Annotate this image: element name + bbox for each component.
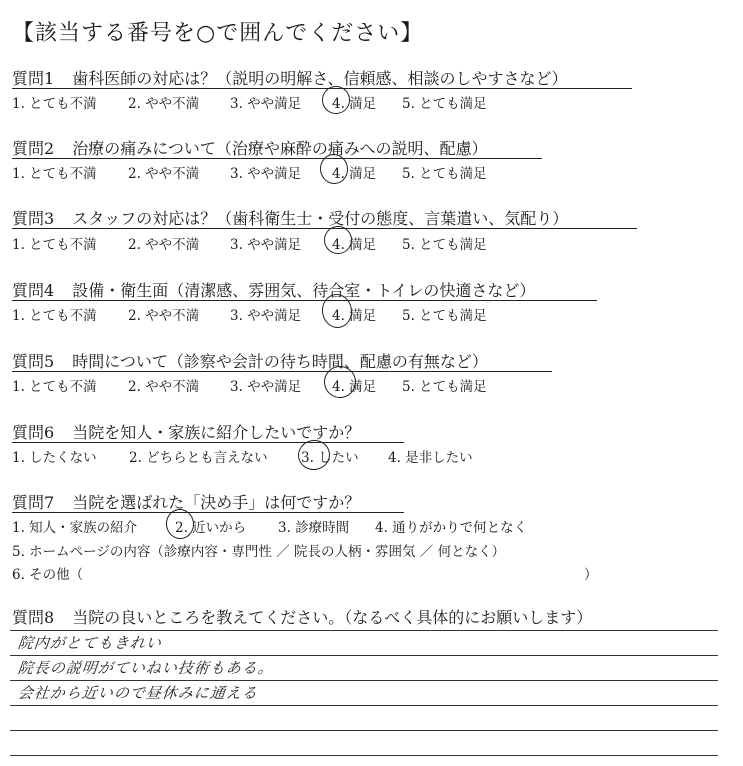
answer-line — [10, 630, 718, 631]
option-2[interactable]: 2. やや不満 — [128, 308, 200, 324]
handwritten-answer-3[interactable]: 会社から近いので昼休みに通える — [17, 684, 259, 702]
option-5[interactable]: 5. ホームページの内容（診療内容・専門性 ／ 院長の人柄・雰囲気 ／ 何となく） — [12, 544, 506, 560]
question-text: スタッフの対応は？（歯科衛生士・受付の態度、言葉遣い、気配り） — [72, 209, 569, 228]
question-text: 当院を選ばれた「決め手」は何ですか？ — [72, 493, 361, 512]
question-text: 治療の痛みについて（治療や麻酔の痛みへの説明、配慮） — [72, 139, 488, 158]
paren-close: ） — [584, 567, 598, 583]
question-label: 質問3 — [12, 209, 55, 228]
options-q7-row2 — [12, 540, 505, 560]
option-2[interactable]: 2. やや不満 — [128, 166, 200, 182]
option-3[interactable]: 3. やや満足 — [230, 308, 302, 324]
question-label: 質問4 — [12, 281, 55, 300]
question-underline — [12, 158, 542, 159]
question-label: 質問7 — [12, 493, 55, 512]
question-label: 質問1 — [12, 69, 55, 88]
answer-line — [10, 755, 718, 756]
option-4[interactable]: 4. 通りがかりで何となく — [375, 520, 528, 536]
options-q1 — [12, 92, 487, 112]
question-underline — [12, 442, 404, 443]
option-4-selected[interactable]: 4. 満足 — [332, 166, 377, 182]
question-underline — [12, 371, 552, 372]
option-5[interactable]: 5. とても満足 — [402, 96, 487, 112]
option-5[interactable]: 5. とても満足 — [402, 379, 487, 395]
question-5 — [12, 349, 488, 372]
option-3-selected[interactable]: 3. したい — [301, 450, 359, 466]
question-text: 歯科医師の対応は？（説明の明解さ、信頼感、相談のしやすさなど） — [72, 69, 568, 88]
question-underline — [12, 512, 404, 513]
options-q4 — [12, 304, 487, 324]
option-1[interactable]: 1. とても不満 — [12, 308, 97, 324]
question-3 — [12, 206, 568, 229]
options-q3 — [12, 233, 487, 253]
question-6 — [12, 420, 360, 443]
option-4[interactable]: 4. 是非したい — [388, 450, 473, 466]
question-label: 質問8 — [12, 608, 55, 627]
selection-circle — [296, 438, 332, 472]
option-3[interactable]: 3. やや満足 — [230, 166, 302, 182]
option-2[interactable]: 2. どちらとも言えない — [129, 450, 268, 466]
option-1[interactable]: 1. とても不満 — [12, 379, 97, 395]
question-4 — [12, 278, 535, 301]
option-3[interactable]: 3. やや満足 — [230, 379, 302, 395]
option-4-selected[interactable]: 4. 満足 — [332, 237, 377, 253]
option-2-selected[interactable]: 2. 近いから — [175, 520, 247, 536]
options-q7-row1 — [12, 516, 527, 536]
question-label: 質問6 — [12, 423, 55, 442]
options-q7-row3-close — [584, 563, 598, 583]
option-5[interactable]: 5. とても満足 — [402, 308, 487, 324]
option-1[interactable]: 1. とても不満 — [12, 96, 97, 112]
option-2[interactable]: 2. やや不満 — [128, 96, 200, 112]
question-label: 質問2 — [12, 139, 55, 158]
question-8 — [12, 605, 592, 628]
option-1[interactable]: 1. 知人・家族の紹介 — [12, 520, 138, 536]
options-q7-row3 — [12, 563, 83, 583]
question-text: 設備・衛生面（清潔感、雰囲気、待合室・トイレの快適さなど） — [72, 281, 536, 300]
option-4-selected[interactable]: 4. 満足 — [332, 308, 377, 324]
question-text: 時間について（診察や会計の待ち時間、配慮の有無など） — [72, 352, 488, 371]
answer-line — [10, 705, 718, 706]
question-text: 当院の良いところを教えてください。（なるべく具体的にお願いします） — [72, 608, 593, 627]
answer-line — [10, 730, 718, 731]
question-text: 当院を知人・家族に紹介したいですか？ — [72, 423, 361, 442]
option-3[interactable]: 3. やや満足 — [230, 96, 302, 112]
answer-line — [10, 655, 718, 656]
answer-line — [10, 680, 718, 681]
option-4-selected[interactable]: 4. 満足 — [332, 379, 377, 395]
options-q5 — [12, 375, 487, 395]
handwritten-answer-1[interactable]: 院内がとてもきれい — [17, 634, 163, 652]
question-underline — [12, 228, 637, 229]
option-5[interactable]: 5. とても満足 — [402, 166, 487, 182]
options-q2 — [12, 162, 487, 182]
option-3[interactable]: 3. やや満足 — [230, 237, 302, 253]
option-6[interactable]: 6. その他（ — [12, 567, 84, 583]
option-4-selected[interactable]: 4. 満足 — [332, 96, 377, 112]
option-2[interactable]: 2. やや不満 — [128, 379, 200, 395]
handwritten-answer-2[interactable]: 院長の説明がていねい技術もある。 — [17, 659, 275, 677]
options-q6 — [12, 446, 473, 466]
option-5[interactable]: 5. とても満足 — [402, 237, 487, 253]
question-1 — [12, 66, 568, 89]
question-2 — [12, 136, 488, 159]
option-1[interactable]: 1. とても不満 — [12, 166, 97, 182]
question-label: 質問5 — [12, 352, 55, 371]
question-underline — [12, 88, 632, 89]
option-1[interactable]: 1. したくない — [12, 450, 97, 466]
option-2[interactable]: 2. やや不満 — [128, 237, 200, 253]
option-1[interactable]: 1. とても不満 — [12, 237, 97, 253]
form-title: 【該当する番号を○で囲んでください】 — [12, 21, 424, 46]
question-underline — [12, 300, 597, 301]
option-3[interactable]: 3. 診療時間 — [278, 520, 350, 536]
